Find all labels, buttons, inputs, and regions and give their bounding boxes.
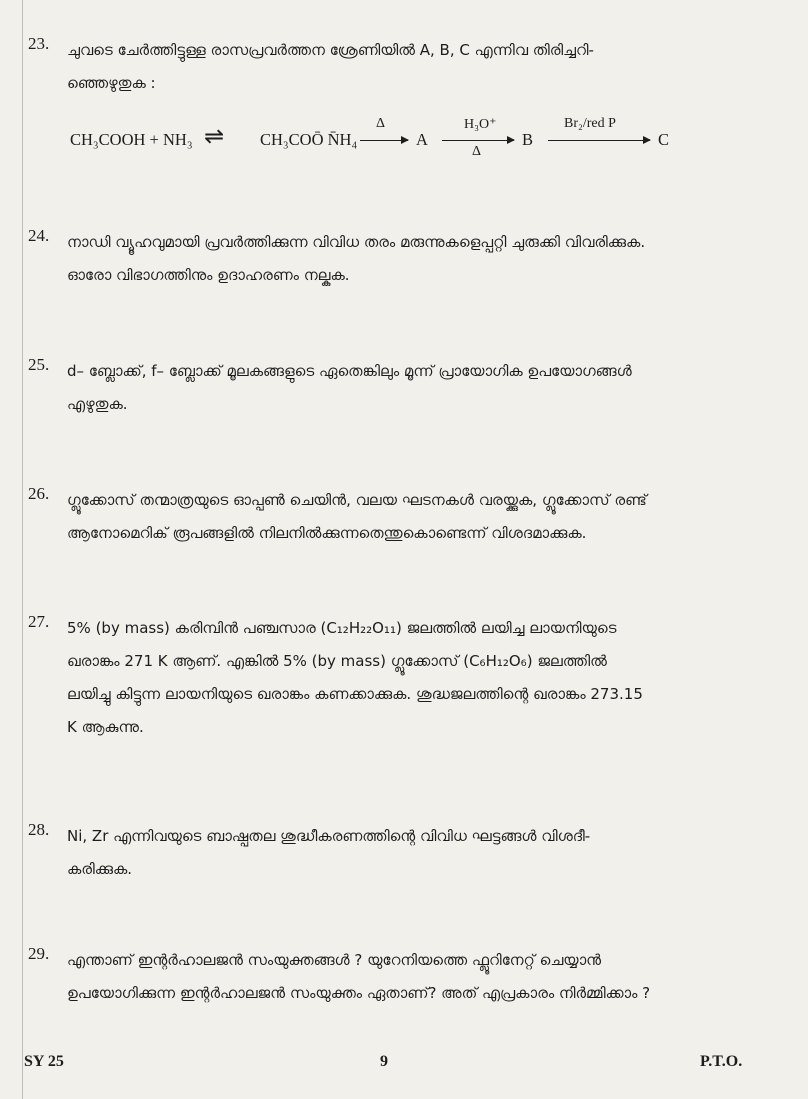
question-line: എന്താണ് ഇന്റർഹാലജൻ സംയുക്തങ്ങൾ ? യുറേനിയത്തെ ഫ്ലൂറിനേറ്റ് ചെയ്യാൻ (67, 951, 602, 969)
product-c: C (658, 130, 670, 149)
question-line: ഓരോ വിഭാഗത്തിനും ഉദാഹരണം നല്കുക. (67, 266, 350, 284)
question-line: ഞ്ഞെഴുതുക : (67, 74, 156, 92)
question-line: 5% (by mass) കരിമ്പിൻ പഞ്ചസാര (C₁₂H₂₂O₁₁) ജലത്തിൽ ലയിച്ച ലായനിയുടെ (67, 619, 617, 637)
product-b: B (522, 130, 534, 149)
question-line: ഖരാങ്കം 271 K ആണ്. എങ്കിൽ 5% (by mass) ഗ്ലൂക്കോസ് (C₆H₁₂O₆) ജലത്തിൽ (67, 652, 607, 670)
question-line: Ni, Zr എന്നിവയുടെ ബാഷ്പതല ശുദ്ധീകരണത്തിന്റെ വിവിധ ഘട്ടങ്ങൾ വിശദീ- (67, 827, 591, 845)
question-line: d– ബ്ലോക്ക്, f– ബ്ലോക്ക് മൂലകങ്ങളുടെ ഏതെങ്കിലും മൂന്ന് പ്രായോഗിക ഉപയോഗങ്ങൾ (67, 362, 632, 380)
bromine-label: Br₂/red P (564, 116, 616, 131)
question-line: എഴുതുക. (67, 395, 128, 413)
question-line: നാഡി വ്യൂഹവുമായി പ്രവർത്തിക്കുന്ന വിവിധ തരം മരുന്നുകളെപ്പറ്റി ചുരുക്കി വിവരിക്കുക. (67, 233, 646, 251)
reaction-equation (70, 118, 750, 168)
question-number: 25. (28, 355, 50, 374)
question-number: 28. (28, 820, 50, 839)
heat-label-2: Δ (472, 144, 482, 159)
question-line: ഗ്ലൂക്കോസ് തന്മാത്രയുടെ ഓപ്പൺ ചെയിൻ, വലയ ഘടനകൾ വരയ്ക്കുക, ഗ്ലൂക്കോസ് രണ്ട് (67, 491, 647, 509)
heat-label: Δ (376, 116, 386, 131)
ammonium-acetate: CH₃COŌ N̄H₄ (260, 130, 358, 149)
question-number: 23. (28, 34, 50, 53)
please-turn-over: P.T.O. (700, 1053, 743, 1070)
question-line: ചുവടെ ചേർത്തിട്ടുള്ള രാസപ്രവർത്തന ശ്രേണിയിൽ A, B, C എന്നിവ തിരിച്ചറി- (67, 41, 594, 59)
page-number: 9 (380, 1053, 388, 1070)
question-number: 26. (28, 484, 50, 503)
hydronium-label: H₃O⁺ (464, 117, 497, 132)
reactants: CH₃COOH + NH₃ (70, 130, 193, 149)
reaction-arrow-3 (548, 140, 650, 141)
question-line: കരിക്കുക. (67, 860, 133, 878)
question-number: 24. (28, 226, 50, 245)
question-number: 29. (28, 944, 50, 963)
reaction-arrow-2 (442, 140, 514, 141)
question-line: ലയിച്ചു കിട്ടുന്ന ലായനിയുടെ ഖരാങ്കം കണക്കാക്കുക. ശുദ്ധജലത്തിന്റെ ഖരാങ്കം 273.15 (67, 685, 643, 703)
question-line: K ആകുന്നു. (67, 718, 144, 736)
question-number: 27. (28, 612, 50, 631)
question-line: ഉപയോഗിക്കുന്ന ഇന്റർഹാലജൻ സംയുക്തം ഏതാണ്? അത് എപ്രകാരം നിർമ്മിക്കാം ? (67, 984, 651, 1002)
reaction-arrow-1 (360, 140, 408, 141)
question-line: ആനോമെറിക് രൂപങ്ങളിൽ നിലനിൽക്കുന്നതെന്തുകൊണ്ടെന്ന് വിശദമാക്കുക. (67, 524, 587, 542)
product-a: A (416, 130, 428, 149)
paper-code: SY 25 (24, 1053, 64, 1070)
left-margin-rule (22, 0, 23, 1099)
equilibrium-arrow: ⇌ (204, 124, 225, 150)
